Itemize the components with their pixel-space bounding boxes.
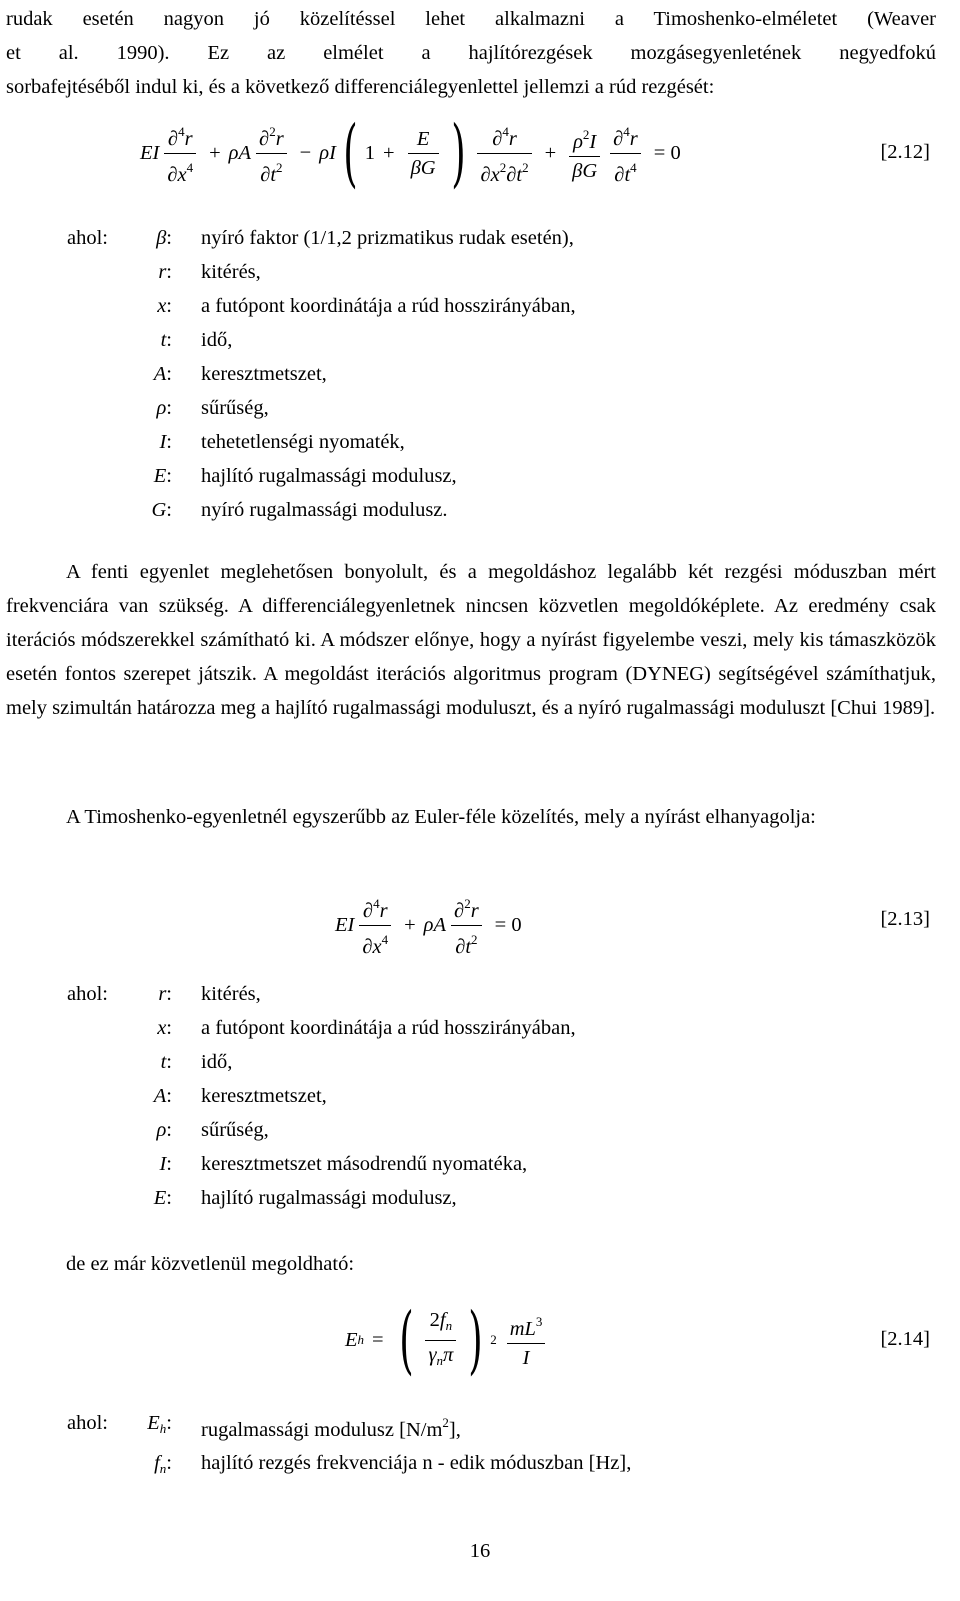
definition-row: ahol: $E_h$: rugalmassági modulusz $[N/m^2]$, bbox=[0, 1406, 960, 1440]
definition-text: a futópont koordinátája a rúd hosszirányában, bbox=[201, 1017, 576, 1039]
definition-symbol: A bbox=[153, 1085, 167, 1107]
definition-symbol: t bbox=[160, 329, 167, 351]
definition-symbol: ρ bbox=[156, 1119, 167, 1141]
equation-2-14-body: E h = ( $\frac{2f_n}{\gamma_n\pi}$ ) 2 $\frac{mL^3}{I}$ bbox=[345, 1290, 550, 1390]
definition-row: x: a futópont koordinátája a rúd hosszirányában, bbox=[0, 289, 960, 323]
definition-symbol: I bbox=[159, 1153, 167, 1175]
definition-symbol: f bbox=[154, 1452, 160, 1474]
definition-row: ahol: β: nyíró faktor (1/1,2 prizmatikus rudak esetén), bbox=[0, 221, 960, 255]
definition-text: keresztmetszet, bbox=[201, 1085, 327, 1107]
definition-row: t: idő, bbox=[0, 1045, 960, 1079]
page-number: 16 bbox=[469, 1540, 491, 1562]
equation-2-13 bbox=[0, 880, 960, 970]
ahol-label: ahol: bbox=[67, 227, 108, 249]
definition-text: idő, bbox=[201, 1051, 233, 1073]
definition-text: kitérés, bbox=[201, 261, 261, 283]
equation-2-12-rhs: = 0 bbox=[653, 141, 681, 164]
ahol-label: ahol: bbox=[67, 983, 108, 1005]
definition-text: keresztmetszet, bbox=[201, 363, 327, 385]
discussion-paragraph: A fenti egyenlet meglehetősen bonyolult, és a megoldáshoz legalább két rezgési móduszban mért frekvenciára van szükség. A differenciálegyenletnek nincsen közvetlen megoldóképlete. Az eredmény csak iterációs módszerekkel számítható ki. A módszer előnye, hogy a nyírást figyelembe veszi, mely kis támaszközök esetén fontos szerepet játszik. A megoldást iterációs algoritmus program (DYNEG) segítségével számíthatjuk, mely szimultán határozza meg a hajlító rugalmassági moduluszt, és a nyíró rugalmassági moduluszt [Chui 1989]. bbox=[6, 561, 936, 719]
definition-text: hajlító rugalmassági modulusz, bbox=[201, 1187, 457, 1209]
definition-text: keresztmetszet másodrendű nyomatéka, bbox=[201, 1153, 528, 1175]
intro-line-3: sorbafejtéséből indul ki, és a következő differenciálegyenlettel jellemzi a rúd rezgését: bbox=[6, 76, 715, 98]
definition-row: t: idő, bbox=[0, 323, 960, 357]
definition-row: E: hajlító rugalmassági modulusz, bbox=[0, 459, 960, 493]
equation-2-12-body: EI $\frac{\partial^4r}{\partial x^4}$ + ρA $\frac{\partial^2r}{\partial t^2}$ − ρI ( 1 + $\frac{E}{\beta G}$ ) $\frac{\partial^4r}{\partial x^2\partial t^2}$ + $\frac{\rho^2I}{\beta G}$ $\frac{\partial^4r}{\partial t^4}$ = 0 bbox=[140, 110, 681, 196]
definition-symbol: A bbox=[153, 363, 167, 385]
definition-symbol: E bbox=[147, 1412, 160, 1434]
definition-tail: ], bbox=[448, 1419, 461, 1441]
equation-number-2-13: [2.13] bbox=[880, 908, 930, 930]
definition-symbol: G bbox=[151, 499, 167, 521]
equation-number-2-14: [2.14] bbox=[880, 1328, 930, 1350]
definition-symbol: x bbox=[157, 295, 167, 317]
equation-2-13-body: EI $\frac{\partial^4r}{\partial x^4}$ + ρA $\frac{\partial^2r}{\partial t^2}$ = 0 bbox=[335, 895, 522, 958]
definition-symbol: r bbox=[158, 983, 167, 1005]
intro-paragraph bbox=[6, 2, 936, 104]
definition-symbol: E bbox=[153, 1187, 167, 1209]
equation-number-2-12: [2.12] bbox=[880, 141, 930, 163]
definition-row: I: keresztmetszet másodrendű nyomatéka, bbox=[0, 1147, 960, 1181]
definition-symbol: x bbox=[157, 1017, 167, 1039]
intro-line-1: rudak esetén nagyon jó közelítéssel lehet alkalmazni a Timoshenko-elméletet (Weaver bbox=[6, 8, 936, 30]
definition-text: a futópont koordinátája a rúd hosszirányában, bbox=[201, 295, 576, 317]
definition-row: E: hajlító rugalmassági modulusz, bbox=[0, 1181, 960, 1215]
definition-row: r: kitérés, bbox=[0, 255, 960, 289]
definition-symbol: r bbox=[158, 261, 167, 283]
ahol-label: ahol: bbox=[67, 1412, 108, 1434]
definition-text: kitérés, bbox=[201, 983, 261, 1005]
equation-2-14 bbox=[0, 1290, 960, 1390]
definition-symbol: I bbox=[159, 431, 167, 453]
definition-row: ρ: sűrűség, bbox=[0, 1113, 960, 1147]
definition-row: A: keresztmetszet, bbox=[0, 357, 960, 391]
definition-text: hajlító rezgés frekvenciája n - edik móduszban [Hz], bbox=[201, 1452, 632, 1474]
definition-row: $f_n$: hajlító rezgés frekvenciája n - edik móduszban [Hz], bbox=[0, 1446, 960, 1480]
definition-text: sűrűség, bbox=[201, 397, 269, 419]
intro-line-2: et al. 1990). Ez az elmélet a hajlítórezgések mozgásegyenletének negyedfokú bbox=[6, 42, 936, 64]
definition-text: sűrűség, bbox=[201, 1119, 269, 1141]
equation-2-13-rhs: = 0 bbox=[494, 913, 522, 936]
euler-paragraph: A Timoshenko-egyenletnél egyszerűbb az Euler-féle közelítés, mely a nyírást elhanyagolja: bbox=[66, 806, 816, 828]
definition-symbol: t bbox=[160, 1051, 167, 1073]
definition-row: A: keresztmetszet, bbox=[0, 1079, 960, 1113]
definition-superscript: 2 bbox=[442, 1415, 449, 1430]
definition-text: tehetetlenségi nyomaték, bbox=[201, 431, 405, 453]
definition-text: nyíró faktor (1/1,2 prizmatikus rudak esetén), bbox=[201, 227, 574, 249]
definition-symbol: E bbox=[153, 465, 167, 487]
definition-text: nyíró rugalmassági modulusz. bbox=[201, 499, 448, 521]
definition-row: I: tehetetlenségi nyomaték, bbox=[0, 425, 960, 459]
definition-row: x: a futópont koordinátája a rúd hosszirányában, bbox=[0, 1011, 960, 1045]
definition-row: G: nyíró rugalmassági modulusz. bbox=[0, 493, 960, 527]
definition-subscript: n bbox=[159, 1461, 167, 1476]
definition-text: idő, bbox=[201, 329, 233, 351]
definition-text: rugalmassági modulusz [N/m bbox=[201, 1419, 443, 1441]
equation-2-12 bbox=[0, 108, 960, 198]
definition-text: hajlító rugalmassági modulusz, bbox=[201, 465, 457, 487]
definition-symbol: β bbox=[156, 227, 167, 249]
definition-row: ahol: r: kitérés, bbox=[0, 977, 960, 1011]
definition-subscript: h bbox=[159, 1421, 167, 1436]
solvable-line: de ez már közvetlenül megoldható: bbox=[66, 1253, 355, 1275]
definition-symbol: ρ bbox=[156, 397, 167, 419]
definition-row: ρ: sűrűség, bbox=[0, 391, 960, 425]
